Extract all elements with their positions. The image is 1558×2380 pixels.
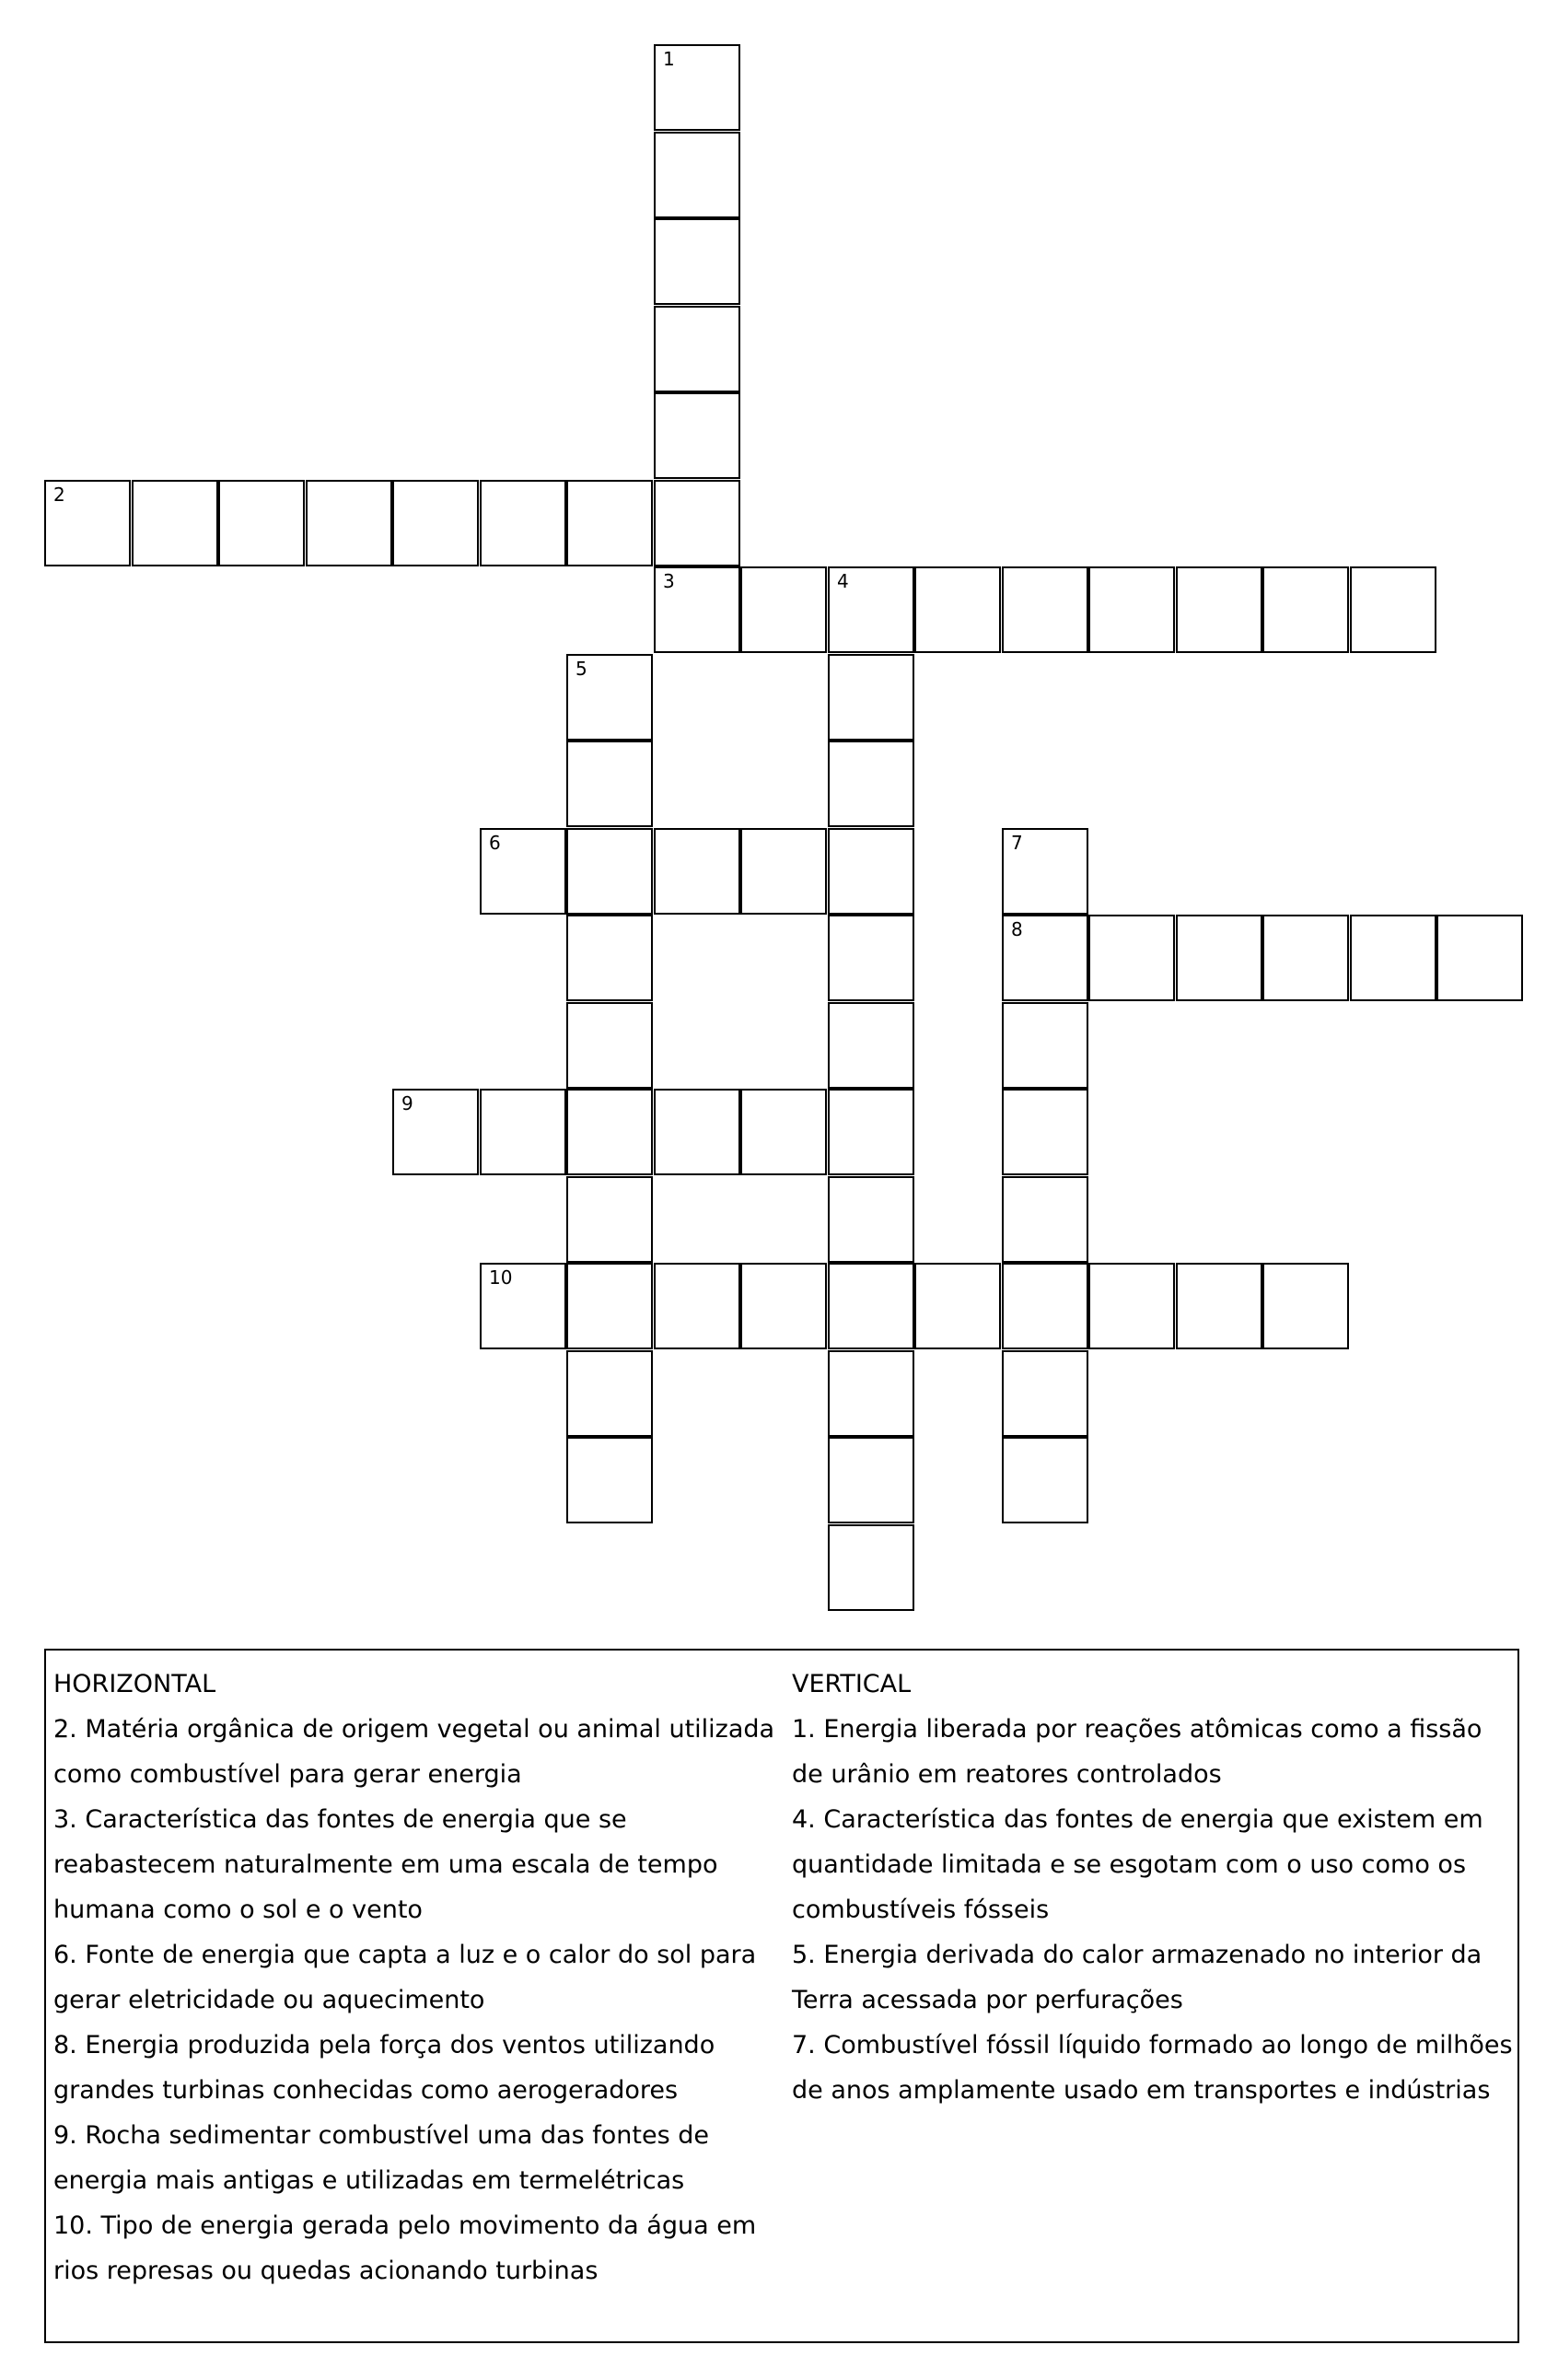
grid-cell[interactable]: [1002, 1176, 1088, 1263]
grid-cell[interactable]: [1350, 915, 1436, 1001]
grid-cell[interactable]: [1002, 915, 1088, 1001]
grid-cell[interactable]: [740, 828, 827, 915]
grid-cell[interactable]: [654, 1263, 740, 1349]
grid-cell[interactable]: [1002, 1089, 1088, 1175]
grid-cell[interactable]: [1002, 1263, 1088, 1349]
grid-cell[interactable]: [480, 1263, 566, 1349]
grid-cell[interactable]: [392, 1089, 479, 1175]
clues-box: [44, 1649, 1519, 2343]
clue-number: 2: [53, 484, 65, 506]
grid-cell[interactable]: [1002, 828, 1088, 915]
clue-across-3: 3. Característica das fontes de energia que se reabastecem naturalmente em uma escala de tempo humana como o sol e o vento: [53, 1805, 718, 1924]
grid-cell[interactable]: [132, 480, 218, 566]
grid-cell[interactable]: [480, 828, 566, 915]
grid-cell[interactable]: [654, 392, 740, 479]
grid-cell[interactable]: [654, 306, 740, 392]
grid-cell[interactable]: [218, 480, 305, 566]
grid-cell[interactable]: [566, 1350, 653, 1437]
clue-number: 9: [401, 1092, 413, 1114]
clue-across-2: 2. Matéria orgânica de origem vegetal ou animal utilizada como combustível para gerar energia: [53, 1715, 775, 1789]
grid-cell[interactable]: [828, 1089, 914, 1175]
vertical-clues: [792, 1662, 1519, 2113]
grid-cell[interactable]: [566, 1263, 653, 1349]
grid-cell[interactable]: [828, 828, 914, 915]
grid-cell[interactable]: [566, 480, 653, 566]
grid-cell[interactable]: [828, 915, 914, 1001]
grid-cell[interactable]: [1262, 566, 1349, 653]
grid-cell[interactable]: [1002, 1350, 1088, 1437]
grid-cell[interactable]: [740, 566, 827, 653]
grid-cell[interactable]: [1176, 915, 1262, 1001]
grid-cell[interactable]: [914, 1263, 1001, 1349]
grid-cell[interactable]: [566, 828, 653, 915]
grid-cell[interactable]: [828, 1263, 914, 1349]
grid-cell[interactable]: [306, 480, 392, 566]
clue-across-8: 8. Energia produzida pela força dos ventos utilizando grandes turbinas conhecidas como aerogeradores: [53, 2031, 715, 2105]
clue-number: 6: [489, 832, 501, 854]
grid-cell[interactable]: [654, 566, 740, 653]
grid-cell[interactable]: [654, 480, 740, 566]
grid-cell[interactable]: [828, 1350, 914, 1437]
grid-cell[interactable]: [566, 1176, 653, 1263]
clue-down-1: 1. Energia liberada por reações atômicas como a fissão de urânio em reatores controlados: [792, 1715, 1482, 1789]
grid-cell[interactable]: [1262, 1263, 1349, 1349]
grid-cell[interactable]: [828, 1002, 914, 1089]
clue-number: 3: [663, 570, 675, 592]
clue-down-5: 5. Energia derivada do calor armazenado no interior da Terra acessada por perfurações: [792, 1941, 1482, 2014]
grid-cell[interactable]: [1002, 566, 1088, 653]
grid-cell[interactable]: [1176, 566, 1262, 653]
grid-cell[interactable]: [566, 654, 653, 741]
grid-cell[interactable]: [740, 1089, 827, 1175]
grid-cell[interactable]: [1262, 915, 1349, 1001]
grid-cell[interactable]: [740, 1263, 827, 1349]
grid-cell[interactable]: [566, 1437, 653, 1523]
grid-cell[interactable]: [828, 1176, 914, 1263]
grid-cell[interactable]: [566, 1089, 653, 1175]
clue-down-7: 7. Combustível fóssil líquido formado ao longo de milhões de anos amplamente usado em transportes e indústrias: [792, 2031, 1513, 2105]
clue-across-9: 9. Rocha sedimentar combustível uma das fontes de energia mais antigas e utilizadas em termelétricas: [53, 2121, 710, 2195]
grid-cell[interactable]: [566, 1002, 653, 1089]
grid-cell[interactable]: [480, 1089, 566, 1175]
grid-cell[interactable]: [1088, 566, 1175, 653]
grid-cell[interactable]: [480, 480, 566, 566]
grid-cell[interactable]: [1350, 566, 1436, 653]
grid-cell[interactable]: [654, 218, 740, 305]
horizontal-clues: [53, 1662, 790, 2293]
grid-cell[interactable]: [654, 1089, 740, 1175]
grid-cell[interactable]: [1088, 1263, 1175, 1349]
vertical-heading: VERTICAL: [792, 1670, 912, 1698]
clue-across-6: 6. Fonte de energia que capta a luz e o calor do sol para gerar eletricidade ou aquecimento: [53, 1941, 757, 2014]
grid-cell[interactable]: [566, 915, 653, 1001]
clue-across-10: 10. Tipo de energia gerada pelo movimento da água em rios represas ou quedas acionando turbinas: [53, 2211, 757, 2285]
grid-cell[interactable]: [1002, 1437, 1088, 1523]
grid-cell[interactable]: [828, 1524, 914, 1611]
grid-cell[interactable]: [654, 132, 740, 218]
grid-cell[interactable]: [1088, 915, 1175, 1001]
grid-cell[interactable]: [828, 566, 914, 653]
grid-cell[interactable]: [392, 480, 479, 566]
grid-cell[interactable]: [1176, 1263, 1262, 1349]
grid-cell[interactable]: [828, 654, 914, 741]
grid-cell[interactable]: [654, 828, 740, 915]
clue-down-4: 4. Característica das fontes de energia que existem em quantidade limitada e se esgotam com o uso como os combustíveis fósseis: [792, 1805, 1483, 1924]
clue-number: 10: [489, 1266, 513, 1289]
horizontal-heading: HORIZONTAL: [53, 1670, 216, 1698]
grid-cell[interactable]: [1436, 915, 1523, 1001]
grid-cell[interactable]: [654, 44, 740, 131]
grid-cell[interactable]: [566, 741, 653, 827]
clue-number: 7: [1011, 832, 1023, 854]
clue-number: 1: [663, 48, 675, 70]
grid-cell[interactable]: [914, 566, 1001, 653]
grid-cell[interactable]: [44, 480, 131, 566]
clue-number: 8: [1011, 918, 1023, 940]
clue-number: 4: [837, 570, 849, 592]
clue-number: 5: [576, 658, 587, 680]
grid-cell[interactable]: [1002, 1002, 1088, 1089]
grid-cell[interactable]: [828, 741, 914, 827]
grid-cell[interactable]: [828, 1437, 914, 1523]
